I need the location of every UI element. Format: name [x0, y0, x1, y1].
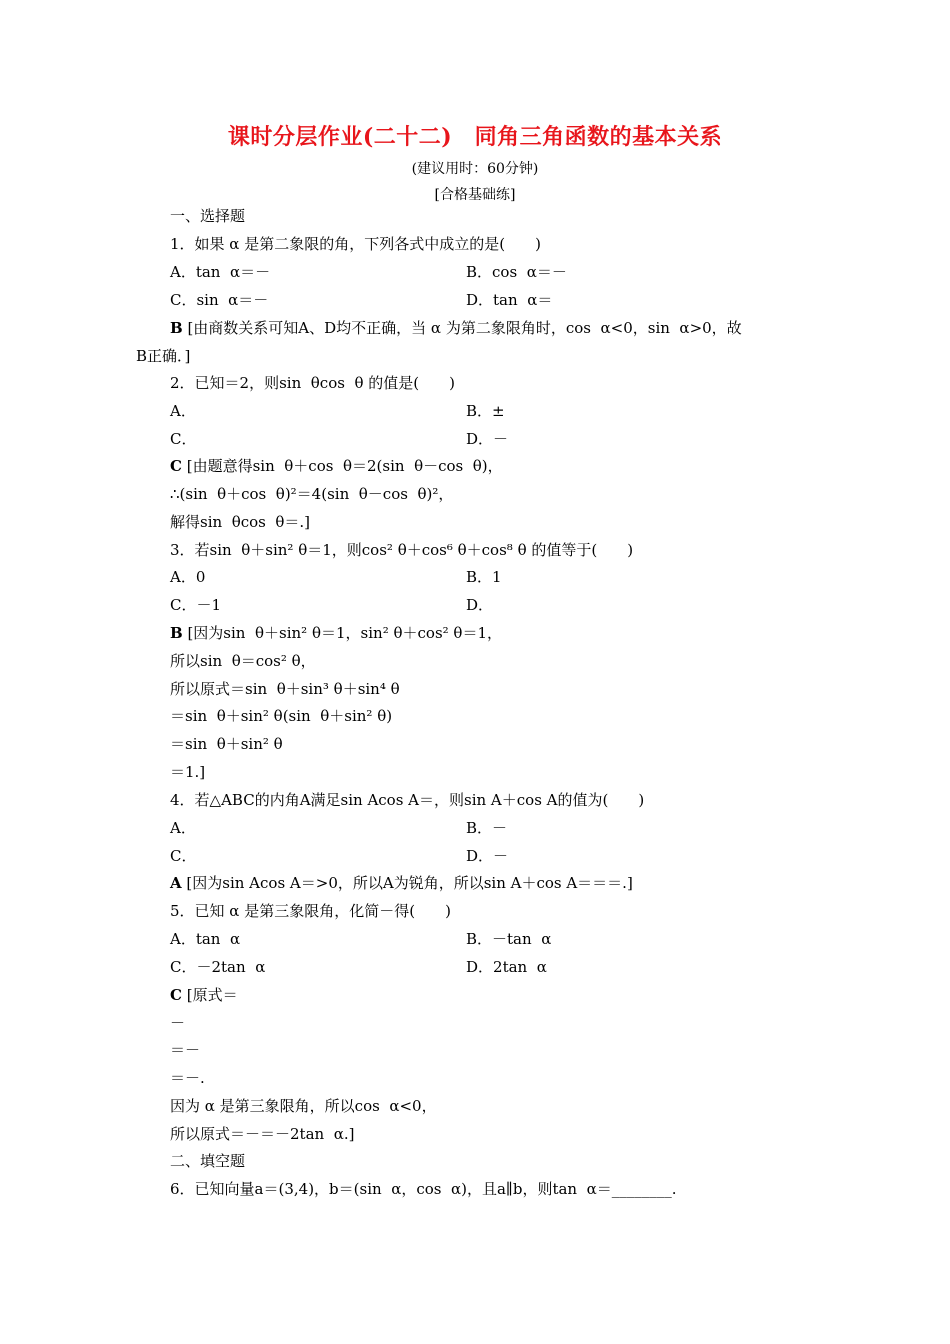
q3-option-b: B．1	[466, 568, 502, 586]
q2-option-d: D．－	[466, 430, 509, 448]
q4-option-a: A．	[170, 819, 196, 837]
q2-option-c: C．	[170, 430, 197, 448]
q4-stem: 4．若△ABC的内角A满足sin Acos A＝，则sin A＋cos A的值为( )	[170, 791, 645, 809]
q5-expl-line3: ＝－	[170, 1041, 201, 1059]
q4-option-c: C．	[170, 847, 197, 865]
q6-stem: 6．已知向量a＝(3,4)，b＝(sin α，cos α)，且a∥b，则tan α＝________.	[170, 1180, 677, 1198]
q1-explanation	[170, 318, 742, 338]
q4-explanation	[170, 873, 633, 893]
q5-expl-line1: [原式＝	[181, 986, 238, 1004]
q3-answer: B	[170, 624, 183, 642]
q5-expl-line5: 因为 α 是第三象限角，所以cos α<0，	[170, 1097, 437, 1115]
q1-expl-line2: B正确．]	[136, 347, 191, 365]
q1-option-a: A．tan α＝－	[170, 263, 271, 281]
q4-expl-line1: [因为sin Acos A＝>0，所以A为锐角，所以sin A＋cos A＝＝＝.]	[181, 874, 633, 892]
suggested-time: (建议用时：60分钟)	[411, 161, 539, 177]
q5-answer: C	[170, 986, 182, 1004]
q4-option-b: B．－	[466, 819, 508, 837]
q2-stem: 2．已知＝2，则sin θcos θ 的值是( )	[170, 374, 455, 392]
q5-option-d: D．2tan α	[466, 958, 547, 976]
page-title: 课时分层作业(二十二) 同角三角函数的基本关系	[227, 124, 723, 150]
q1-stem: 1．如果 α 是第二象限的角，下列各式中成立的是( )	[170, 235, 541, 253]
q3-option-c: C．－1	[170, 596, 222, 614]
q3-expl-line3: 所以原式＝sin θ＋sin³ θ＋sin⁴ θ	[170, 680, 400, 698]
q2-option-a: A．	[170, 402, 196, 420]
q3-expl-line6: ＝1.]	[170, 763, 206, 781]
q5-stem: 5．已知 α 是第三象限角，化简－得( )	[170, 902, 451, 920]
q3-explanation	[170, 623, 502, 643]
q5-option-c: C．－2tan α	[170, 958, 266, 976]
q5-option-b: B．－tan α	[466, 930, 552, 948]
q2-expl-line1: [由题意得sin θ＋cos θ＝2(sin θ－cos θ)，	[181, 457, 503, 475]
q3-expl-line4: ＝sin θ＋sin² θ(sin θ＋sin² θ)	[170, 707, 393, 725]
q1-expl-line1: [由商数关系可知A、D均不正确，当 α 为第二象限角时，cos α<0，sin α>0，故	[182, 319, 742, 337]
q1-option-d: D．tan α＝	[466, 291, 553, 309]
q3-option-a: A．0	[170, 568, 206, 586]
q2-explanation	[170, 456, 503, 476]
part1-heading: 一、选择题	[170, 207, 246, 225]
part2-heading: 二、填空题	[170, 1152, 246, 1170]
q2-option-b: B．±	[466, 402, 505, 420]
q5-expl-line2: －	[170, 1014, 186, 1032]
q5-expl-line6: 所以原式＝－＝－2tan α.]	[170, 1125, 355, 1143]
q1-option-c: C．sin α＝－	[170, 291, 269, 309]
q4-option-d: D．－	[466, 847, 509, 865]
section-label: [合格基础练]	[434, 187, 516, 203]
q1-answer: B	[170, 319, 183, 337]
q5-explanation	[170, 985, 238, 1005]
q4-answer: A	[170, 874, 182, 892]
q2-answer: C	[170, 457, 182, 475]
q5-expl-line4: ＝－.	[170, 1069, 205, 1087]
q3-expl-line2: 所以sin θ＝cos² θ，	[170, 652, 316, 670]
q5-option-a: A．tan α	[170, 930, 241, 948]
q3-stem: 3．若sin θ＋sin² θ＝1，则cos² θ＋cos⁶ θ＋cos⁸ θ 的值等于( )	[170, 541, 634, 559]
q3-option-d: D．	[466, 596, 494, 614]
q3-expl-line1: [因为sin θ＋sin² θ＝1，sin² θ＋cos² θ＝1，	[182, 624, 502, 642]
q3-expl-line5: ＝sin θ＋sin² θ	[170, 735, 283, 753]
q1-option-b: B．cos α＝－	[466, 263, 567, 281]
q2-expl-line3: 解得sin θcos θ＝.]	[170, 513, 311, 531]
q2-expl-line2: ∴(sin θ＋cos θ)²＝4(sin θ－cos θ)²，	[170, 485, 454, 503]
